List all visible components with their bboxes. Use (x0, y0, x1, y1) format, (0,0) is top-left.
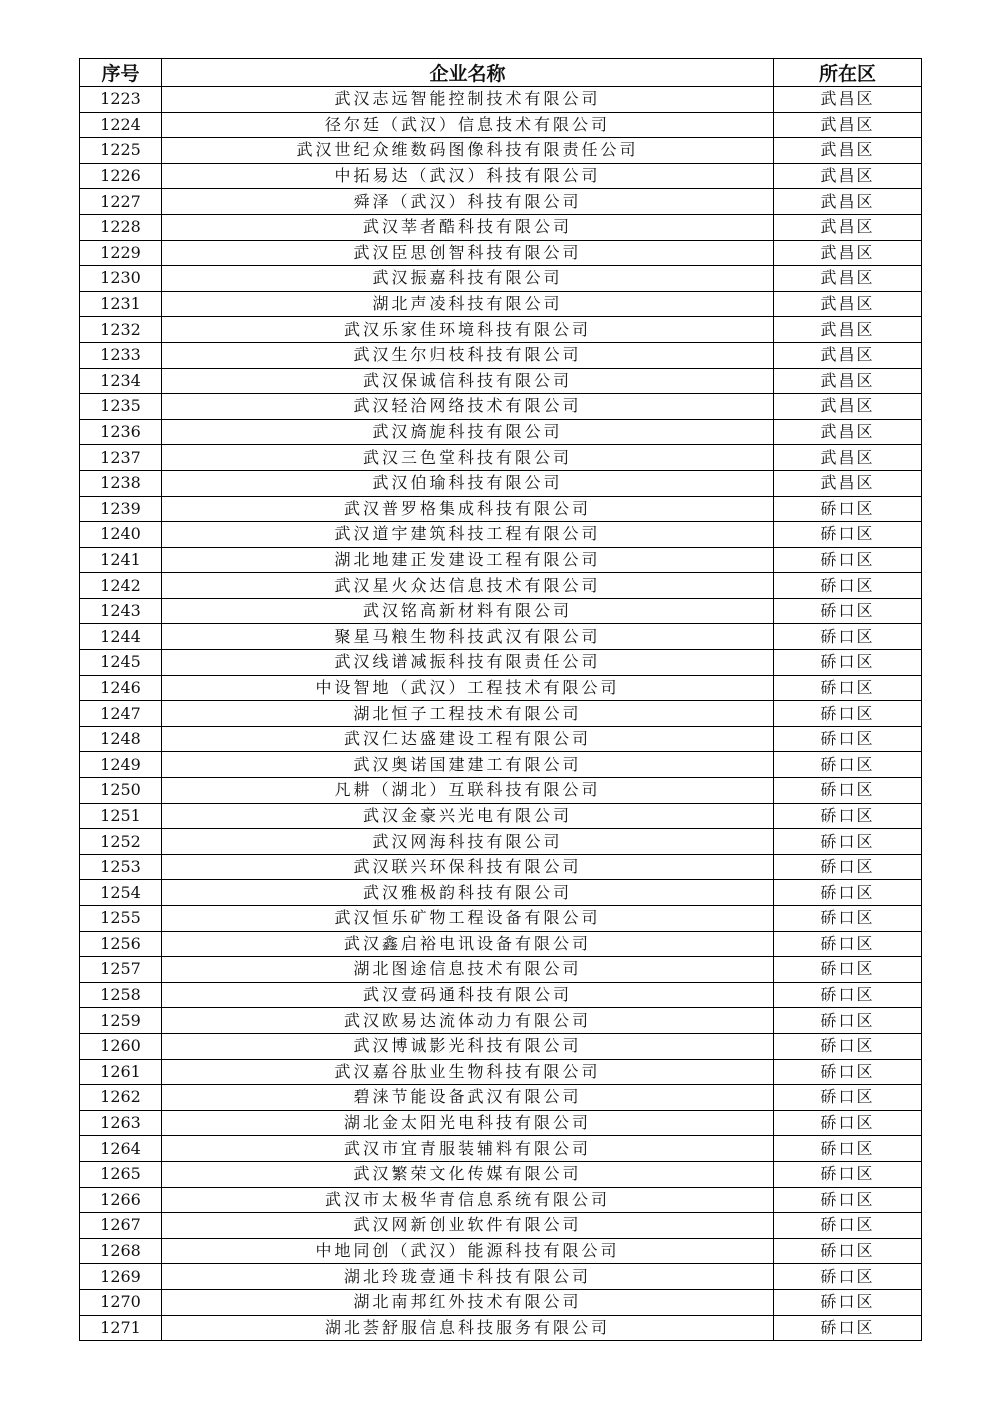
table-row (80, 1059, 922, 1085)
serial-number-cell: 1243 (80, 598, 162, 624)
serial-number-cell: 1239 (80, 496, 162, 522)
table-row (80, 854, 922, 880)
company-name-cell: 武汉生尔归枝科技有限公司 (162, 342, 774, 368)
company-name-cell: 武汉联兴环保科技有限公司 (162, 854, 774, 880)
district-cell: 硚口区 (774, 522, 922, 548)
table-row (80, 675, 922, 701)
serial-number-cell: 1234 (80, 368, 162, 394)
serial-number-cell: 1259 (80, 1008, 162, 1034)
company-name-cell: 湖北地建正发建设工程有限公司 (162, 547, 774, 573)
company-name-cell: 武汉臣思创智科技有限公司 (162, 240, 774, 266)
serial-number-cell: 1255 (80, 906, 162, 932)
company-name-cell: 舜泽（武汉）科技有限公司 (162, 189, 774, 215)
serial-number-cell: 1246 (80, 675, 162, 701)
company-name-cell: 湖北恒子工程技术有限公司 (162, 701, 774, 727)
company-name-cell: 武汉乐家佳环境科技有限公司 (162, 317, 774, 343)
serial-number-cell: 1260 (80, 1033, 162, 1059)
company-name-cell: 武汉恒乐矿物工程设备有限公司 (162, 906, 774, 932)
table-row (80, 598, 922, 624)
district-cell: 硚口区 (774, 1264, 922, 1290)
district-cell: 武昌区 (774, 214, 922, 240)
company-name-cell: 武汉嘉谷肽业生物科技有限公司 (162, 1059, 774, 1085)
serial-number-cell: 1227 (80, 189, 162, 215)
serial-number-cell: 1258 (80, 982, 162, 1008)
company-name-cell: 武汉三色堂科技有限公司 (162, 445, 774, 471)
table-row (80, 112, 922, 138)
district-cell: 硚口区 (774, 650, 922, 676)
serial-number-cell: 1238 (80, 470, 162, 496)
district-cell: 硚口区 (774, 982, 922, 1008)
table-row (80, 1238, 922, 1264)
district-cell: 武昌区 (774, 87, 922, 113)
table-row (80, 240, 922, 266)
district-cell: 硚口区 (774, 573, 922, 599)
district-cell: 硚口区 (774, 1136, 922, 1162)
company-name-cell: 中拓易达（武汉）科技有限公司 (162, 163, 774, 189)
table-row (80, 1315, 922, 1341)
serial-number-cell: 1269 (80, 1264, 162, 1290)
table-row (80, 829, 922, 855)
district-cell: 硚口区 (774, 1110, 922, 1136)
district-cell: 硚口区 (774, 675, 922, 701)
serial-number-cell: 1240 (80, 522, 162, 548)
district-cell: 硚口区 (774, 1213, 922, 1239)
district-cell: 硚口区 (774, 931, 922, 957)
serial-number-cell: 1245 (80, 650, 162, 676)
district-cell: 硚口区 (774, 598, 922, 624)
table-row (80, 1033, 922, 1059)
serial-number-cell: 1262 (80, 1085, 162, 1111)
serial-number-cell: 1237 (80, 445, 162, 471)
district-cell: 硚口区 (774, 906, 922, 932)
district-cell: 武昌区 (774, 112, 922, 138)
district-cell: 硚口区 (774, 880, 922, 906)
serial-number-cell: 1236 (80, 419, 162, 445)
table-body (80, 87, 922, 1341)
company-name-cell: 武汉鑫启裕电讯设备有限公司 (162, 931, 774, 957)
company-name-cell: 中地同创（武汉）能源科技有限公司 (162, 1238, 774, 1264)
district-cell: 武昌区 (774, 240, 922, 266)
serial-number-cell: 1265 (80, 1161, 162, 1187)
serial-number-cell: 1241 (80, 547, 162, 573)
header-serial-number: 序号 (80, 59, 162, 87)
district-cell: 武昌区 (774, 368, 922, 394)
company-name-cell: 聚星马粮生物科技武汉有限公司 (162, 624, 774, 650)
serial-number-cell: 1267 (80, 1213, 162, 1239)
company-name-cell: 武汉繁荣文化传媒有限公司 (162, 1161, 774, 1187)
table-row (80, 726, 922, 752)
serial-number-cell: 1261 (80, 1059, 162, 1085)
company-name-cell: 凡耕（湖北）互联科技有限公司 (162, 778, 774, 804)
company-name-cell: 湖北荟舒服信息科技服务有限公司 (162, 1315, 774, 1341)
table-header (80, 59, 922, 87)
company-name-cell: 湖北玲珑壹通卡科技有限公司 (162, 1264, 774, 1290)
header-company-name: 企业名称 (162, 59, 774, 87)
district-cell: 硚口区 (774, 1289, 922, 1315)
serial-number-cell: 1226 (80, 163, 162, 189)
serial-number-cell: 1252 (80, 829, 162, 855)
company-name-cell: 武汉普罗格集成科技有限公司 (162, 496, 774, 522)
district-cell: 武昌区 (774, 138, 922, 164)
district-cell: 硚口区 (774, 496, 922, 522)
table-row (80, 1289, 922, 1315)
district-cell: 武昌区 (774, 394, 922, 420)
table-row (80, 189, 922, 215)
district-cell: 武昌区 (774, 445, 922, 471)
serial-number-cell: 1242 (80, 573, 162, 599)
serial-number-cell: 1268 (80, 1238, 162, 1264)
table-row (80, 1161, 922, 1187)
serial-number-cell: 1233 (80, 342, 162, 368)
district-cell: 武昌区 (774, 266, 922, 292)
table-row (80, 547, 922, 573)
district-cell: 硚口区 (774, 778, 922, 804)
table-row (80, 394, 922, 420)
company-name-cell: 武汉奥诺国建建工有限公司 (162, 752, 774, 778)
district-cell: 武昌区 (774, 342, 922, 368)
table-row (80, 573, 922, 599)
district-cell: 硚口区 (774, 1315, 922, 1341)
serial-number-cell: 1266 (80, 1187, 162, 1213)
district-cell: 硚口区 (774, 1085, 922, 1111)
table-row (80, 266, 922, 292)
district-cell: 硚口区 (774, 1059, 922, 1085)
table-row (80, 1213, 922, 1239)
district-cell: 武昌区 (774, 189, 922, 215)
district-cell: 硚口区 (774, 854, 922, 880)
district-cell: 硚口区 (774, 1008, 922, 1034)
district-cell: 武昌区 (774, 163, 922, 189)
serial-number-cell: 1264 (80, 1136, 162, 1162)
serial-number-cell: 1254 (80, 880, 162, 906)
company-name-cell: 武汉博诚影光科技有限公司 (162, 1033, 774, 1059)
table-row (80, 470, 922, 496)
company-name-cell: 武汉壹码通科技有限公司 (162, 982, 774, 1008)
serial-number-cell: 1250 (80, 778, 162, 804)
serial-number-cell: 1229 (80, 240, 162, 266)
company-name-cell: 武汉世纪众维数码图像科技有限责任公司 (162, 138, 774, 164)
district-cell: 武昌区 (774, 470, 922, 496)
company-name-cell: 武汉网海科技有限公司 (162, 829, 774, 855)
table-row (80, 1110, 922, 1136)
serial-number-cell: 1271 (80, 1315, 162, 1341)
table-row (80, 650, 922, 676)
district-cell: 硚口区 (774, 957, 922, 983)
table-row (80, 522, 922, 548)
company-name-cell: 中设智地（武汉）工程技术有限公司 (162, 675, 774, 701)
table-row (80, 982, 922, 1008)
table-row (80, 1008, 922, 1034)
table-row (80, 778, 922, 804)
header-row (80, 59, 922, 87)
table-row (80, 214, 922, 240)
table-row (80, 368, 922, 394)
serial-number-cell: 1232 (80, 317, 162, 343)
table-row (80, 880, 922, 906)
serial-number-cell: 1235 (80, 394, 162, 420)
table-row (80, 906, 922, 932)
company-name-cell: 武汉保诚信科技有限公司 (162, 368, 774, 394)
table-row (80, 291, 922, 317)
company-name-cell: 武汉仁达盛建设工程有限公司 (162, 726, 774, 752)
serial-number-cell: 1247 (80, 701, 162, 727)
company-name-cell: 湖北金太阳光电科技有限公司 (162, 1110, 774, 1136)
serial-number-cell: 1249 (80, 752, 162, 778)
district-cell: 硚口区 (774, 752, 922, 778)
company-name-cell: 武汉雅极韵科技有限公司 (162, 880, 774, 906)
table-row (80, 701, 922, 727)
company-name-cell: 武汉志远智能控制技术有限公司 (162, 87, 774, 113)
serial-number-cell: 1223 (80, 87, 162, 113)
company-name-cell: 武汉网新创业软件有限公司 (162, 1213, 774, 1239)
district-cell: 硚口区 (774, 1033, 922, 1059)
table-row (80, 752, 922, 778)
company-name-cell: 武汉星火众达信息技术有限公司 (162, 573, 774, 599)
table-row (80, 317, 922, 343)
table-row (80, 931, 922, 957)
district-cell: 硚口区 (774, 726, 922, 752)
table-row (80, 87, 922, 113)
company-name-cell: 武汉振嘉科技有限公司 (162, 266, 774, 292)
header-district: 所在区 (774, 59, 922, 87)
serial-number-cell: 1257 (80, 957, 162, 983)
district-cell: 硚口区 (774, 1187, 922, 1213)
company-name-cell: 碧涞节能设备武汉有限公司 (162, 1085, 774, 1111)
serial-number-cell: 1230 (80, 266, 162, 292)
serial-number-cell: 1231 (80, 291, 162, 317)
serial-number-cell: 1256 (80, 931, 162, 957)
table-row (80, 342, 922, 368)
district-cell: 武昌区 (774, 419, 922, 445)
company-name-cell: 径尔廷（武汉）信息技术有限公司 (162, 112, 774, 138)
table-row (80, 624, 922, 650)
district-cell: 硚口区 (774, 1161, 922, 1187)
serial-number-cell: 1225 (80, 138, 162, 164)
table-row (80, 1136, 922, 1162)
district-cell: 硚口区 (774, 624, 922, 650)
table-row (80, 138, 922, 164)
company-name-cell: 湖北声凌科技有限公司 (162, 291, 774, 317)
district-cell: 硚口区 (774, 803, 922, 829)
table-row (80, 163, 922, 189)
company-name-cell: 武汉铭高新材料有限公司 (162, 598, 774, 624)
company-name-cell: 武汉线谱减振科技有限责任公司 (162, 650, 774, 676)
district-cell: 硚口区 (774, 547, 922, 573)
serial-number-cell: 1248 (80, 726, 162, 752)
company-name-cell: 武汉轻洽网络技术有限公司 (162, 394, 774, 420)
serial-number-cell: 1270 (80, 1289, 162, 1315)
serial-number-cell: 1251 (80, 803, 162, 829)
district-cell: 硚口区 (774, 1238, 922, 1264)
company-name-cell: 武汉伯瑜科技有限公司 (162, 470, 774, 496)
company-name-cell: 武汉欧易达流体动力有限公司 (162, 1008, 774, 1034)
company-table (79, 58, 922, 1341)
serial-number-cell: 1244 (80, 624, 162, 650)
company-name-cell: 武汉市太极华青信息系统有限公司 (162, 1187, 774, 1213)
table-row (80, 957, 922, 983)
company-name-cell: 武汉市宜青服装辅料有限公司 (162, 1136, 774, 1162)
serial-number-cell: 1253 (80, 854, 162, 880)
company-name-cell: 武汉莘者酷科技有限公司 (162, 214, 774, 240)
table-row (80, 1085, 922, 1111)
table-row (80, 1187, 922, 1213)
table-row (80, 445, 922, 471)
table-row (80, 1264, 922, 1290)
company-name-cell: 湖北图途信息技术有限公司 (162, 957, 774, 983)
company-name-cell: 武汉旖旎科技有限公司 (162, 419, 774, 445)
district-cell: 硚口区 (774, 829, 922, 855)
serial-number-cell: 1263 (80, 1110, 162, 1136)
district-cell: 硚口区 (774, 701, 922, 727)
district-cell: 武昌区 (774, 317, 922, 343)
table-row (80, 496, 922, 522)
company-name-cell: 湖北南邦红外技术有限公司 (162, 1289, 774, 1315)
district-cell: 武昌区 (774, 291, 922, 317)
serial-number-cell: 1224 (80, 112, 162, 138)
table-row (80, 803, 922, 829)
company-name-cell: 武汉金豪兴光电有限公司 (162, 803, 774, 829)
table-row (80, 419, 922, 445)
serial-number-cell: 1228 (80, 214, 162, 240)
company-name-cell: 武汉道宇建筑科技工程有限公司 (162, 522, 774, 548)
